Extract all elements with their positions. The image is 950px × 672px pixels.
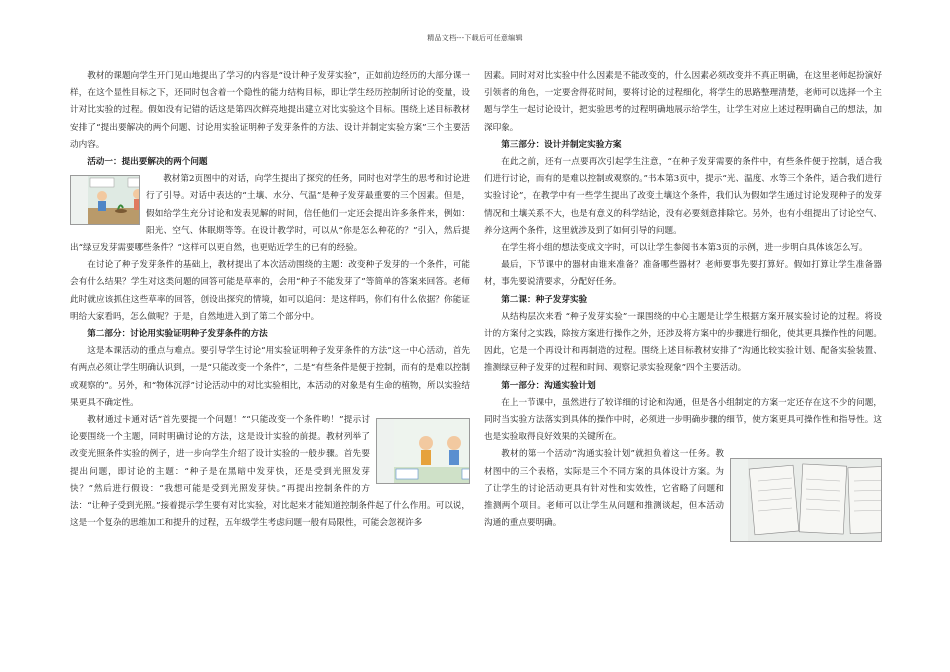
children-planting-illustration: [70, 175, 140, 225]
paragraph: 这是本课活动的重点与难点。要引导学生讨论“用实验证明种子发芽条件的方法”这一中心活动，首先有两点必须让学生明确认识到，一是“只能改变一个条件”，二是“有些条件是便于控制，而有的是难以控制或观察的”。另外，和“物体沉浮”讨论活动中的对比实验相比，本活动的对象是有生命的植物，所以实验结果更具不确定性。: [70, 346, 470, 408]
section-heading: 第二部分：讨论用实验证明种子发芽条件的方法: [87, 329, 268, 340]
paragraph-with-figure: 教材通过卡通对话“首先要提一个问题！”“只能改变一个条件哟！”提示讨论要围绕一个主题，同时明确讨论的方法，这是设计实验的前提。教材列举了改变光照条件实验的例子，进一步向学生介绍了设计实验的一般步骤。首先要提出问题，即讨论的主题：“种子是在黑暗中发芽快，还是受到光照发芽快？”然后进行假设：“我想可能是受到光照发芽快。”再提出控制条件的方法：“让种子受到光照。”接着提示学生要有对比实验，对比起来才能知道控制条件起了什么作用。可以说，这是一个复杂的思维加工和提升的过程，五年级学生考虑问题一般有局限性，可能会忽视许多: [70, 412, 470, 532]
paragraph: 在学生将小组的想法变成文字时，可以让学生参阅书本第3页的示例，进一步明白具体该怎么写。: [501, 243, 868, 254]
section-heading: 第三部分：设计并制定实验方案: [501, 139, 622, 150]
paragraph: 从结构层次来看 “种子发芽实验”一课围绕的中心主题是让学生根据方案开展实验讨论的过程。将设计的方案付之实践，除按方案进行操作之外，还涉及将方案中的步骤进行细化，使其更具操作性的问题。因此，它是一个再设计和再制造的过程。围绕上述目标教材安排了“沟通比较实验计划、配备实验装置、推测绿豆种子发芽的过程和时间、观察记录实验现象”四个主要活动。: [484, 311, 882, 374]
section-heading: 第二课：种子发芽实验: [501, 294, 588, 305]
left-column: [70, 68, 470, 532]
section-heading: 第一部分：沟通实验计划: [501, 380, 596, 391]
paragraph: 在此之前，还有一点要再次引起学生注意，“在种子发芽需要的条件中，有些条件便于控制，适合我们进行讨论，而有的是难以控制或观察的。”书本第3页中，提示“光、温度、水等三个条件，适合我们进行实验讨论”，在教学中有一些学生提出了改变土壤这个条件，我们认为假如学生通过讨论发现种子的发芽情况和土壤关系不大，也是有意义的科学结论，没有必要刻意排除它。另外，也有小组提出了讨论空气、养分这两个条件，这里就涉及到了如何引导的问题。: [484, 157, 882, 236]
right-column: [484, 68, 882, 544]
paragraph: 因素。同时对对比实验中什么因素是不能改变的，什么因素必须改变并不真正明确，在这里老师起扮演好引领者的角色，一定要舍得花时间，要将讨论的过程细化，将学生的思路整理清楚，老师可以选择一个主题与学生一起讨论设计，把实验思考的过程明确地展示给学生，让学生对应上述过程明确自己的想法，加深印象。: [484, 71, 882, 133]
paragraph: 在讨论了种子发芽条件的基础上，教材提出了本次活动围绕的主题：改变种子发芽的一个条件，可能会有什么结果？学生对这类问题的回答可能是草率的，会用“种子不能发芽了”等简单的答案来回答。老师此时就应该抓住这些草率的回答，创设出探究的情境，如可以追问：是这样吗，你们有什么依据？你能证明给大家看吗，怎么做呢？于是，自然地进入到了第二个部分中。: [70, 260, 470, 322]
paragraph-with-figure: 教材的第一个活动“沟通实验计划”就担负着这一任务。教材图中的三个表格，实际是三个不同方案的具体设计方案。为了让学生的讨论活动更具有针对性和实效性，它省略了问题和推测两个项目。老师可以让学生从问题和推测谈起，但本活动沟通的重点要明确。: [484, 446, 882, 532]
paragraph: 在上一节课中，虽然进行了较详细的讨论和沟通，但是各小组制定的方案一定还存在这不少的问题，同时当实验方法落实到具体的操作中时，必须进一步明确步骤的细节，使方案更具可操作性和指导性。这也是实验取得良好效果的关键所在。: [484, 397, 882, 443]
paragraph: 最后，下节课中的器材由谁来准备？准备哪些器材？老师要事先要打算好。假如打算让学生准备器材，事先要说清要求，分配好任务。: [484, 260, 882, 288]
page-header: 精品文档---下载后可任意编辑: [427, 34, 523, 42]
experiment-plan-tables-photo: [730, 458, 882, 542]
paragraph-with-figure: 教材第2页图中的对话，向学生提出了探究的任务，同时也对学生的思考和讨论进行了引导。对话中表达的“土壤、水分、气温”是种子发芽最重要的三个因素。但是，假如给学生充分讨论和发表见解的时间，信任他们一定还会提出许多条件来，例如：阳光、空气、体眠期等等。在设计教学时，可以从“你是怎么种花的？”引入，然后提出“绿豆发芽需要哪些条件？”这样可以更自然，也更贴近学生的已有的经验。: [70, 174, 470, 254]
section-heading: 活动一：提出要解决的两个问题: [87, 157, 208, 168]
paragraph: 教材的课题向学生开门见山地提出了学习的内容是“设计种子发芽实验”，正如前边经历的大部分课一样，在这个显性目标之下，还同时包含着一个隐性的能力结构目标，即让学生经历控制所讨论的变量，设计对比实验的过程。假如没有记错的话这是第四次鲜亮地提出建立对比实验这个目标。围绕上述目标教材安排了“提出要解决的两个问题、讨论用实验证明种子发芽条件的方法、设计并制定实验方案”三个主要活动内容。: [70, 71, 470, 150]
cartoon-dialogue-illustration: [376, 418, 470, 484]
